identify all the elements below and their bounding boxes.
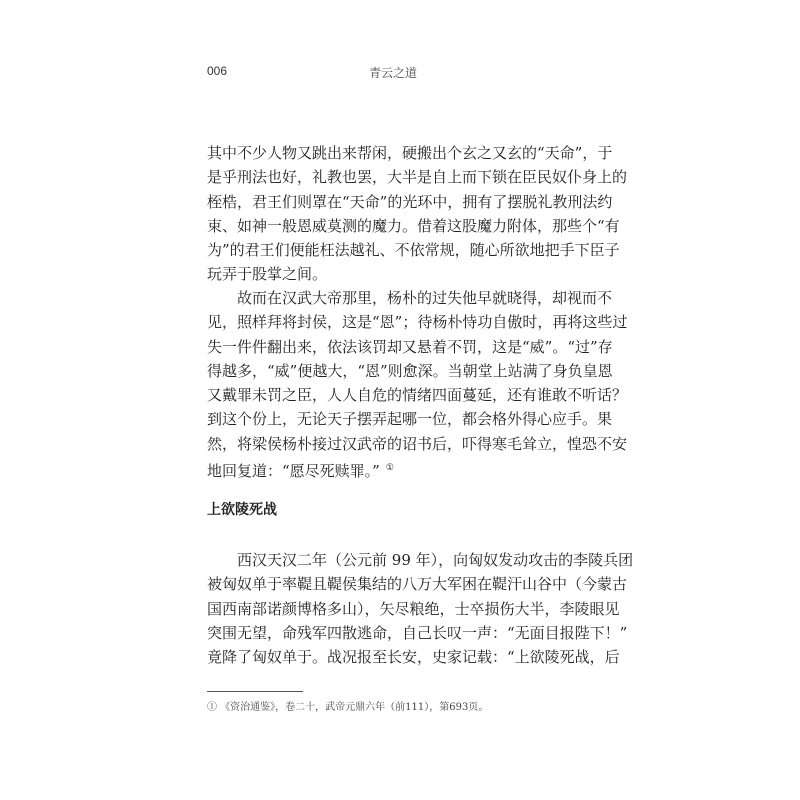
text-line: 到这个份上，无论天子摆弄起哪一位，都会格外得心应手。果 <box>207 410 613 429</box>
text-line: 竟降了匈奴单于。战况报至长安，史家记载：“上欲陵死战，后 <box>207 648 620 667</box>
text-line: 桎梏，君王们则罩在“天命”的光环中，拥有了摆脱礼教刑法约 <box>207 192 613 211</box>
text-line: 然，将梁侯杨朴接过汉武帝的诏书后，吓得寒毛耸立，惶恐不安 <box>207 434 628 453</box>
paragraph-3 <box>207 548 634 669</box>
text-line: 故而在汉武大帝那里，杨朴的过失他早就晓得，却视而不 <box>237 289 613 307</box>
running-title: 青云之道 <box>369 66 418 80</box>
text-line-content: 地回复道：“愿尽死赎罪。” <box>207 462 380 481</box>
text-line: 见，照样拜将封侯，这是“恩”；待杨朴恃功自傲时，再将这些过 <box>207 313 628 332</box>
text-line: 玩弄于股掌之间。 <box>207 265 328 284</box>
text-line: 西汉天汉二年（公元前 99 年），向匈奴发动攻击的李陵兵团 <box>237 551 634 569</box>
footnote-divider <box>207 691 303 692</box>
text-line: 为”的君王们便能枉法越礼、不依常规，随心所欲地把手下臣子 <box>207 241 620 260</box>
text-line: 失一件件翻出来，依法该罚却又悬着不罚，这是“威”。“过”存 <box>207 337 613 356</box>
text-line: 被匈奴单于率鞮且鞮侯集结的八万大军困在鞮汗山谷中（今蒙古 <box>207 575 628 594</box>
page-number: 006 <box>207 64 228 78</box>
text-line: 是乎刑法也好，礼教也罢，大半是自上而下锁在臣民奴仆身上的 <box>207 168 628 187</box>
footnote: ① 《资治通鉴》，卷二十，武帝元鼎六年（前111），第693页。 <box>207 702 489 713</box>
footnote-reference[interactable]: ① <box>385 463 394 474</box>
text-line: 国西南部诺颜博格多山），矢尽粮绝，士卒损伤大半，李陵眼见 <box>207 599 620 618</box>
text-line: 其中不少人物又跳出来帮闲，硬搬出个玄之又玄的“天命”，于 <box>207 144 613 162</box>
paragraph-2 <box>207 286 628 481</box>
text-line: 得越多，“威”便越大，“恩”则愈深。当朝堂上站满了身负皇恩 <box>207 361 613 380</box>
section-heading: 上欲陵死战 <box>207 502 277 518</box>
text-line <box>207 456 601 480</box>
text-line: 突围无望，命残军四散逃命，自己长叹一声：“无面目报陛下！” <box>207 623 628 642</box>
text-line: 又戴罪未罚之臣，人人自危的情绪四面蔓延，还有谁敢不听话？ <box>207 386 628 405</box>
text-line: 束、如神一般恩威莫测的魔力。借着这股魔力附体，那些个“有 <box>207 216 620 235</box>
paragraph-1 <box>207 141 628 287</box>
